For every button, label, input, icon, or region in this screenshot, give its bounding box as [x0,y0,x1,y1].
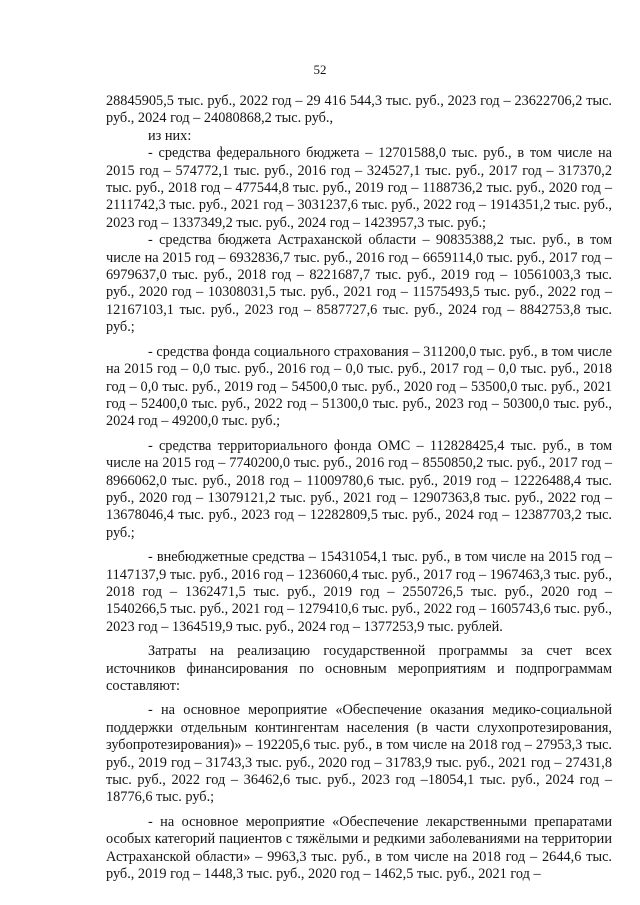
paragraph-rare-disease-medicines: - на основное мероприятие «Обеспечение лекарственными препаратами особых категорий пациентов с тяжёлыми и редкими заболеваниями на территории Астраханской области» – 9963,3 тыс. руб., в том числе на 2018 год – 2644,6 тыс. руб., 2019 год – 1448,3 тыс. руб., 2020 год – 1462,5 тыс. руб., 2021 год – [106,813,612,883]
document-body [106,93,612,883]
page-number: 52 [313,62,327,77]
paragraph-federal-budget: - средства федерального бюджета – 12701588,0 тыс. руб., в том числе на 2015 год – 574772,1 тыс. руб., 2016 год – 324527,1 тыс. руб., 2017 год – 317370,2 тыс. руб., 2018 год – 477544,8 тыс. руб., 2019 год – 1188736,2 тыс. руб., 2020 год – 2111742,3 тыс. руб., 2021 год – 3031237,6 тыс. руб., 2022 год – 1914351,2 тыс. руб., 2023 год – 1337349,2 тыс. руб., 2024 год – 1423957,3 тыс. руб.; [106,145,612,231]
paragraph-regional-budget: - средства бюджета Астраханской области – 90835388,2 тыс. руб., в том числе на 2015 год – 6932836,7 тыс. руб., 2016 год – 6659114,0 тыс. руб., 2017 год – 6979637,0 тыс. руб., 2018 год – 8221687,7 тыс. руб., 2019 год – 10561003,3 тыс. руб., 2020 год – 10308031,5 тыс. руб., 2021 год – 11575493,5 тыс. руб., 2022 год – 12167103,1 тыс. руб., 2023 год – 8587727,6 тыс. руб., 2024 год – 8842753,8 тыс. руб.; [106,232,612,336]
paragraph-of-which-heading: из них: [148,127,192,144]
paragraph-extrabudgetary-funds: - внебюджетные средства – 15431054,1 тыс. руб., в том числе на 2015 год – 1147137,9 тыс. руб., 2016 год – 1236060,4 тыс. руб., 2017 год – 1967463,3 тыс. руб., 2018 год – 1362471,5 тыс. руб., 2019 год – 2550726,5 тыс. руб., 2020 год – 1540266,5 тыс. руб., 2021 год – 1279410,6 тыс. руб., 2022 год – 1605743,6 тыс. руб., 2023 год – 1364519,9 тыс. руб., 2024 год – 1377253,9 тыс. рублей. [106,549,612,635]
paragraph-total-continuation: 28845905,5 тыс. руб., 2022 год – 29 416 544,3 тыс. руб., 2023 год – 23622706,2 тыс. руб., 2024 год – 24080868,2 тыс. руб., [106,93,612,127]
paragraph-medical-social-support: - на основное мероприятие «Обеспечение оказания медико-социальной поддержки отдельным контингентам населения (в части слухопротезирования, зубопротезирования)» – 192205,6 тыс. руб., в том числе на 2018 год – 27953,3 тыс. руб., 2019 год – 31743,3 тыс. руб., 2020 год – 31783,9 тыс. руб., 2021 год – 27431,8 тыс. руб., 2022 год – 36462,6 тыс. руб., 2023 год –18054,1 тыс. руб., 2024 год – 18776,6 тыс. руб.; [106,702,612,806]
paragraph-territorial-oms-fund: - средства территориального фонда ОМС – 112828425,4 тыс. руб., в том числе на 2015 год – 7740200,0 тыс. руб., 2016 год – 8550850,2 тыс. руб., 2017 год – 8966062,0 тыс. руб., 2018 год – 11009780,6 тыс. руб., 2019 год – 12226488,4 тыс. руб., 2020 год – 13079121,2 тыс. руб., 2021 год – 12907363,8 тыс. руб., 2022 год – 13678046,4 тыс. руб., 2023 год – 12282809,5 тыс. руб., 2024 год – 12387703,2 тыс. руб.; [106,437,612,541]
paragraph-program-costs-intro: Затраты на реализацию государственной программы за счет всех источников финансирования по основным мероприятиям и подпрограммам составляют: [106,643,612,694]
paragraph-social-insurance-fund: - средства фонда социального страхования – 311200,0 тыс. руб., в том числе на 2015 год – 0,0 тыс. руб., 2016 год – 0,0 тыс. руб., 2017 год – 0,0 тыс. руб., 2018 год – 0,0 тыс. руб., 2019 год – 54500,0 тыс. руб., 2020 год – 53500,0 тыс. руб., 2021 год – 52400,0 тыс. руб., 2022 год – 51300,0 тыс. руб., 2023 год – 50300,0 тыс. руб., 2024 год – 49200,0 тыс. руб.; [106,343,612,430]
